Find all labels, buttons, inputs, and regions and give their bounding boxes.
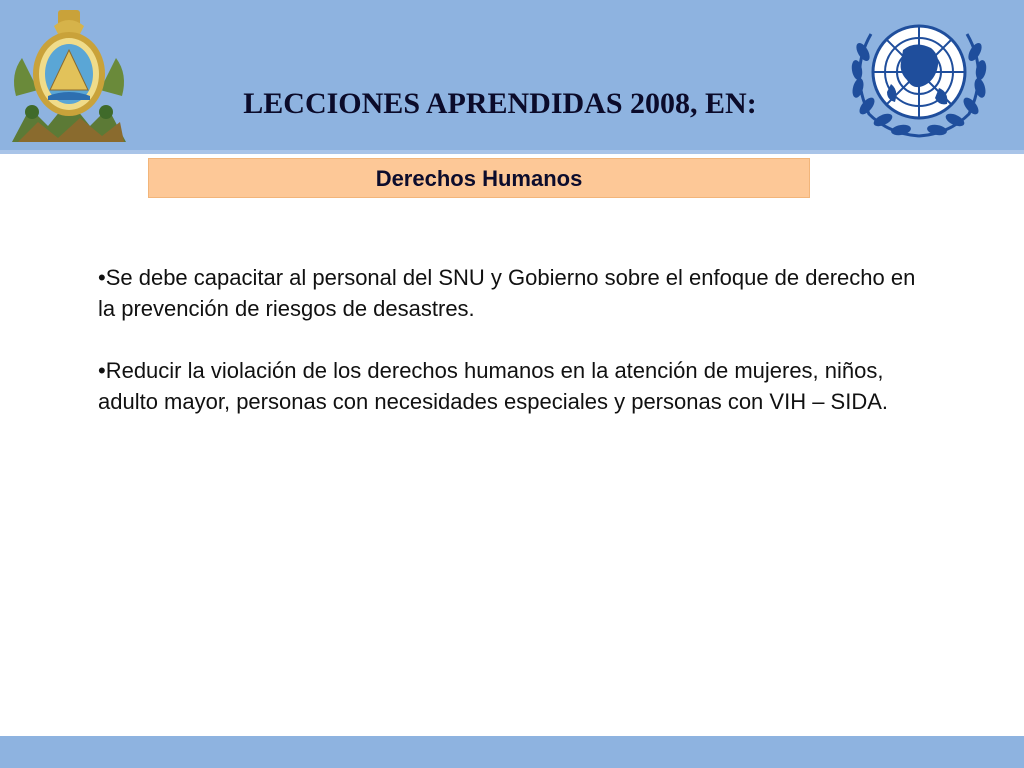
united-nations-emblem-icon xyxy=(843,10,995,142)
slide-title: LECCIONES APRENDIDAS 2008, EN: xyxy=(243,87,757,120)
header-divider xyxy=(0,150,1024,154)
honduras-coat-of-arms-icon xyxy=(8,4,130,146)
footer-band xyxy=(0,736,1024,768)
section-subtitle: Derechos Humanos xyxy=(148,158,810,198)
bullet-item: •Reducir la violación de los derechos humanos en la atención de mujeres, niños, adulto mayor, personas con necesidades especiales y personas con VIH – SIDA. xyxy=(98,358,889,414)
bullet-item: •Se debe capacitar al personal del SNU y Gobierno sobre el enfoque de derecho en la prevención de riesgos de desastres. xyxy=(98,265,916,321)
bullet-list xyxy=(98,262,928,448)
